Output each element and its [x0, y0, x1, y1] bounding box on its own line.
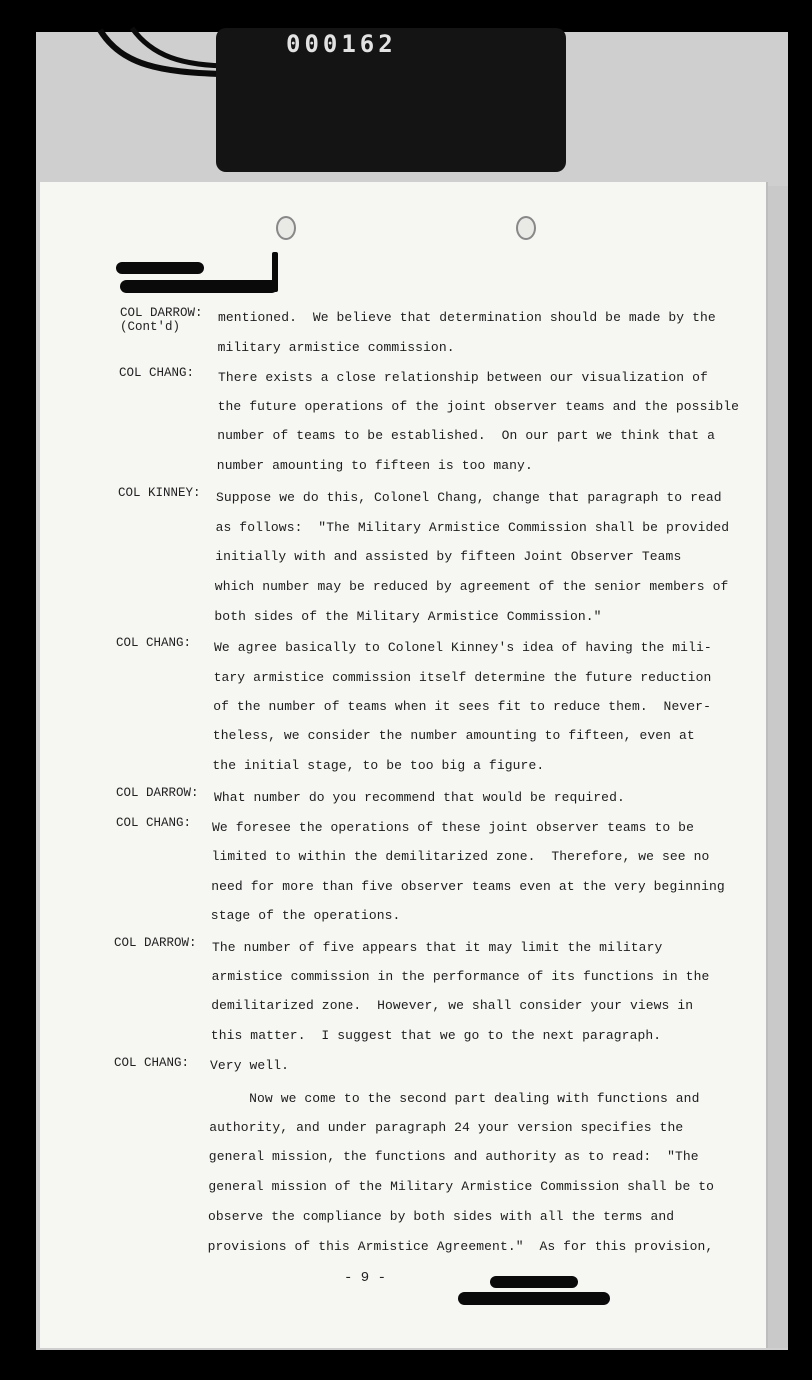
- transcript-line: need for more than five observer teams even at the very beginning: [211, 879, 725, 894]
- transcript-line: number of teams to be established. On our part we think that a: [217, 428, 715, 443]
- speaker-label: COL KINNEY:: [118, 486, 201, 500]
- speaker-label: COL CHANG:: [119, 366, 195, 380]
- page-number: - 9 -: [344, 1270, 387, 1286]
- transcript-line: which number may be reduced by agreement of the senior members of: [214, 579, 729, 594]
- transcript-line: provisions of this Armistice Agreement." As for this provision,: [207, 1239, 714, 1254]
- transcript-line: Very well.: [210, 1058, 290, 1073]
- transcript-line: mentioned. We believe that determination should be made by the: [218, 310, 716, 325]
- transcript-line: number amounting to fifteen is too many.: [216, 458, 533, 473]
- punch-hole: [276, 216, 296, 240]
- transcript-line: The number of five appears that it may limit the military: [212, 940, 663, 955]
- redaction-mark: [490, 1276, 578, 1288]
- transcript-line: of the number of teams when it sees fit to reduce them. Never-: [213, 699, 711, 714]
- transcript-line: We foresee the operations of these joint observer teams to be: [212, 820, 694, 835]
- transcript-line: military armistice commission.: [217, 340, 455, 355]
- transcript-line: initially with and assisted by fifteen Joint Observer Teams: [215, 549, 682, 564]
- speaker-label: COL DARROW:: [114, 936, 197, 950]
- transcript-line: general mission of the Military Armistice Commission shall be to: [208, 1179, 715, 1194]
- redaction-mark: [458, 1292, 610, 1305]
- transcript-line: limited to within the demilitarized zone. Therefore, we see no: [211, 849, 710, 864]
- transcript-line: this matter. I suggest that we go to the next paragraph.: [210, 1028, 662, 1043]
- speaker-label: COL DARROW:: [116, 786, 199, 800]
- transcript-line: Now we come to the second part dealing with functions and: [209, 1091, 700, 1106]
- transcript-line: What number do you recommend that would be required.: [214, 790, 625, 805]
- punch-hole: [516, 216, 536, 240]
- speaker-label: COL CHANG:: [114, 1056, 190, 1070]
- transcript-line: tary armistice commission itself determine the future reduction: [213, 670, 712, 685]
- transcript-line: authority, and under paragraph 24 your version specifies the: [209, 1120, 684, 1135]
- sheet-stack-edge: [766, 186, 788, 1348]
- transcript-line: Suppose we do this, Colonel Chang, change that paragraph to read: [216, 490, 722, 505]
- redaction-mark: [120, 280, 278, 293]
- transcript-line: theless, we consider the number amounting to fifteen, even at: [212, 728, 695, 743]
- transcript-line: armistice commission in the performance of its functions in the: [211, 969, 710, 984]
- transcript-line: as follows: "The Military Armistice Commission shall be provided: [215, 520, 730, 535]
- transcript-line: the initial stage, to be too big a figure.: [212, 758, 545, 773]
- speaker-label: COL CHANG:: [116, 636, 192, 650]
- transcript-line: We agree basically to Colonel Kinney's idea of having the mili-: [214, 640, 712, 655]
- frame-number-stamp: 000162: [286, 30, 397, 58]
- transcript-line: the future operations of the joint observer teams and the possible: [217, 399, 740, 414]
- transcript-line: both sides of the Military Armistice Commission.": [214, 609, 602, 624]
- transcript-line: general mission, the functions and authority as to read: "The: [208, 1149, 699, 1164]
- speaker-label: COL DARROW: (Cont'd): [120, 306, 203, 334]
- transcript-line: observe the compliance by both sides with all the terms and: [208, 1209, 675, 1224]
- transcript-line: There exists a close relationship between our visualization of: [218, 370, 708, 385]
- transcript-line: demilitarized zone. However, we shall consider your views in: [211, 998, 694, 1013]
- speaker-label: COL CHANG:: [116, 816, 192, 830]
- redaction-mark: [272, 252, 278, 292]
- transcript-line: stage of the operations.: [210, 908, 401, 923]
- redaction-mark: [116, 262, 204, 274]
